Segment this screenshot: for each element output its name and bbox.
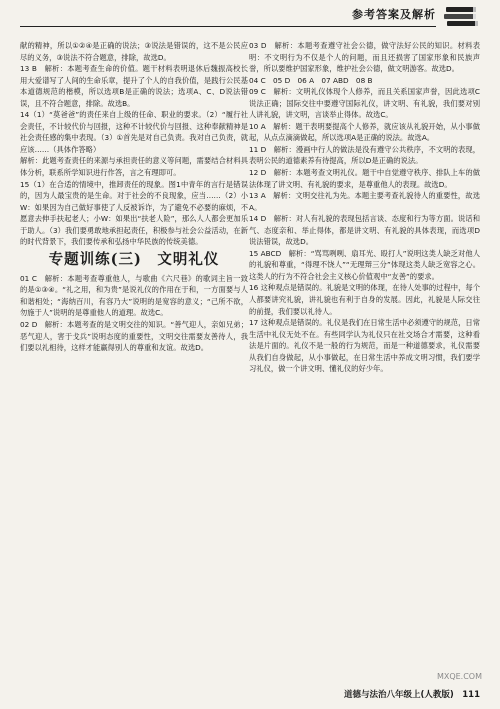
answer-paragraph: 11 D 解析：漫画中行人的做法是没有遵守公共秩序，不文明的表现，表明公民的道德素养有待提高，所以D是正确的说法。 — [249, 144, 480, 166]
answer-paragraph: 解析：此题考查责任的来源与承担责任的意义等问题，需要结合材料具体分析，联系所学知识进行作答，言之有理即可。 — [20, 156, 248, 178]
answer-paragraph: 09 C 解析：文明礼仪体现个人修养，而且关系国家声誉，因此选项C说法正确；国际交往中要遵守国际礼仪，讲文明、有礼貌，我们要对别人讲礼貌，讲文明，言谈举止得体。故选C。 — [249, 87, 480, 120]
answer-paragraph: 02 D 解析：本题考查的是文明交往的知识。“善气迎人，亲如兄弟；恶气迎人，害于戈兵”说明态度的重要性，文明交往需要友善待人，我们要以礼相待，这样才能赢得别人的尊重和友谊。故选D。 — [20, 320, 248, 353]
answer-paragraph: 03 D 解析：本题考查遵守社会公德，做守法好公民的知识。材料表明：不文明行为不仅是个人的问题，而且还损害了国家形象和民族声誉，所以要维护国家形象，维护社会公德，做文明游客。故选D。 — [249, 41, 480, 74]
answer-paragraph: 15（1）在合适的情境中，推卸责任的现象。图1中青年的言行是错误的，因为人最宝贵的是生命。对于社会的不良现象，应当……（2）小W：如果因为自己做好事使了人反被诉诈，为了避免不必要的麻烦，不愿意去伸手扶起老人；小W：如果出“扶老人险”，那么人人都会更加乐于助人。（3）我们要勇敢地承担起责任，积极参与社会公益活动，在新的时代背景下，我们要传承和弘扬中华民族的传统美德。 — [20, 179, 248, 247]
book-stack-icon — [442, 4, 482, 30]
left-column — [20, 40, 248, 354]
header-rule — [20, 26, 436, 27]
answer-paragraph: 13 B 解析：本题考查生命的价值。题干材料表明退休后魏振高校长用大爱谱写了人间的生命乐章，提升了个人的自我价值，是践行公民基本道德规范的楷模，所以选项B是正确的说法；选项A、C、D说法错误，且不符合题意，排除。故选B。 — [20, 64, 248, 108]
answer-paragraph: 13 A 解析：文明交往礼为先。本题主要考查礼貌待人的重要性，故选A。 — [249, 191, 480, 212]
page-header — [0, 0, 500, 38]
page-footer: 道德与法治八年级上(人教版) 111 — [343, 690, 480, 700]
answer-paragraph: 献的精神，所以①②④是正确的说法；③说法是错误的，这不是公民应尽的义务，③说法不符合题意，排除，故选D。 — [20, 41, 248, 62]
answer-paragraph: 16 这种观点是错误的。礼貌是文明的体现，在待人处事的过程中，每个人都要讲究礼貌，讲礼貌也有利于自身的发展。因此，礼貌是人际交往的前提，我们要以礼待人。 — [249, 283, 480, 316]
answer-paragraph: 14（1）“莫爸爸”的责任来自上级的任命、职业的要求。（2）“履行社会责任，不计较代价与回报，这种不计较代价与回报、这种奉献精神是社会责任感的集中表现。（3）①首先是对自己负责。我对自己负责，就应该……（具体作答略） — [20, 110, 248, 154]
section-title: 专题训练(三) 文明礼仪 — [48, 250, 220, 268]
answer-paragraph: 12 D 解析：本题考查文明礼仪。题干中自觉遵守秩序、排队上车的做法体现了讲文明、有礼貌的要求，是尊重他人的表现。故选D。 — [249, 168, 480, 189]
watermark: MXQE.COM — [436, 672, 482, 681]
answer-paragraph: 17 这种观点是错误的。礼仪是我们在日常生活中必须遵守的规范，日常生活中礼仪无处不在。有些同学认为礼仪只在社交场合才需要，这种看法是片面的。礼仪不是一般的行为规范，而是一种道德要求，礼仪需要从我们自身做起，从小事做起，在日常生活中养成文明习惯，我们要学习礼仪，做一个讲文明、懂礼仪的好少年。 — [249, 318, 480, 374]
answer-paragraph: 01 C 解析：本题考查尊重他人，与歌曲《六尺巷》的歌词主旨一致的是①③④。“礼之用，和为贵”是说礼仪的作用在于和，一方面要与人和谐相处；“海纳百川，有容乃大”说明的是宽容的意义；“己所不欲，勿施于人”说明的是尊重他人的道理。故选C。 — [20, 273, 248, 318]
answer-paragraph: 10 A 解析：题干表明要提高个人修养，就应该从礼貌开始，从小事做起，从点点滴滴做起，所以选项A是正确的说法。故选A。 — [249, 121, 480, 143]
answer-paragraph: 15 ABCD 解析：“骂骂咧咧、扇耳光、殴打人”说明这类人缺乏对他人的礼貌和尊重，“得理不饶人”“无理辩三分”体现这类人缺乏宽容之心。这类人的行为不符合社会主义核心价值观中“友善”的要求。 — [249, 248, 480, 281]
answer-paragraph: 14 D 解析：对人有礼貌的表现包括言谈、态度和行为等方面。说话和气、态度亲和、举止得体，都是讲文明、有礼貌的具体表现，而选项D说法错误，故选D。 — [249, 214, 480, 247]
right-column — [249, 40, 480, 375]
answer-paragraph: 04 C 05 D 06 A 07 ABD 08 B — [249, 75, 373, 85]
header-title: 参考答案及解析 — [352, 8, 436, 21]
